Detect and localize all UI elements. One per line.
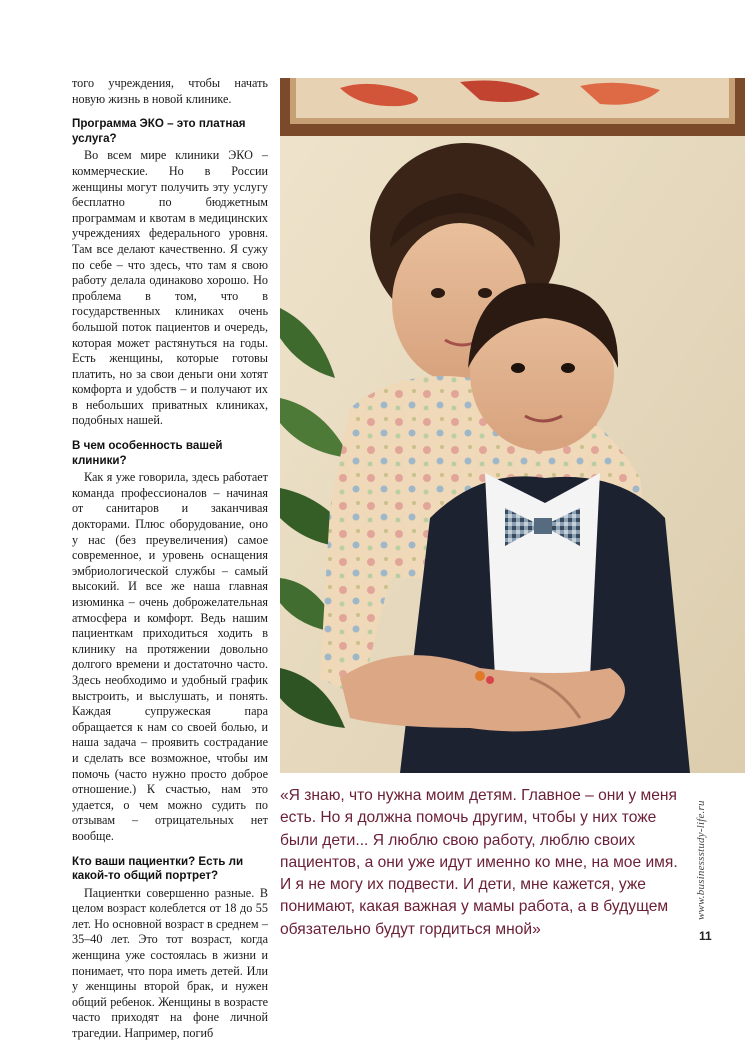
article-intro-text: того учреждения, чтобы начать новую жизнь в новой клинике. bbox=[72, 76, 268, 106]
website-url bbox=[695, 790, 719, 920]
section-heading-patients: Кто ваши пациентки? Есть ли какой-то общий портрет? bbox=[72, 854, 244, 883]
children-photo bbox=[280, 78, 745, 773]
section-heading-clinic-features: В чем особенность вашей клиники? bbox=[72, 439, 223, 467]
page-number: 11 bbox=[699, 929, 712, 943]
article-column bbox=[72, 76, 268, 1042]
section-text-patients: Пациентки совершенно разные. В целом возраст колеблется от 18 до 55 лет. Но основной возраст в среднем – 35–40 лет. Это тот возраст, когда женщина уже состоялась в жизни и понимает, что пора иметь детей. Или у женщины второй брак, и нужен общий ребенок. Женщины в возрасте часто приходят на фоне личной трагедии. Например, погиб bbox=[72, 885, 268, 1041]
section-text-clinic-features: Как я уже говорила, здесь работает команда профессионалов – начиная от санитаров и заканчивая докторами. Плюс оборудование, оно у нас (без преувеличения) самое современное, и уровень оснащения эмбриологической службы – самый высокий. И все же наша главная изюминка – очень доброжелательная атмосфера и комфорт. Ведь нашим пациенткам приходиться ходить в клинику на протяжении довольно долгого времени и достаточно часто. Здесь необходимо и удобный график выстроить, и выслушать, и понять. Каждая супружеская пара обращается к нам со своей болью, и наша задача – проявить сострадание и сделать все возможное, чтобы им помочь (часто нужно просто доброе отношение.) К счастью, нам это удается, о чем можно судить по отзывам – отрицательных нет вообще. bbox=[72, 470, 268, 843]
section-text-paid-service: Во всем мире клиники ЭКО – коммерческие. Но в России женщины могут получить эту услугу бесплатно по бюджетным программам и квотам в медицинских учреждениях федерального уровня. Там все делают качественно. Я сужу по себе – что здесь, что там я свою работу делала одинаково хорошо. Но проблема в том, что в государственных клиниках очень большой поток пациентов и очередь, которая может растянуться на годы. Есть женщины, которые готовы платить, но за свои деньги они хотят комфорта и удобств – и получают их в небольших приватных клиниках, подобных нашей. bbox=[72, 148, 268, 428]
pull-quote: «Я знаю, что нужна моим детям. Главное – они у меня есть. Но я должна помочь другим, чтобы у них тоже были дети... Я люблю свою работу, люблю своих пациентов, а они уже идут именно ко мне, на мое имя. И я не могу их подвести. И дети, мне кажется, уже понимают, какая важная у мамы работа, а в будущем обязательно будут гордиться мной» bbox=[280, 787, 678, 938]
section-heading-paid-service: Программа ЭКО – это платная услуга? bbox=[72, 117, 246, 145]
painting-frame bbox=[280, 78, 745, 136]
website-url-text: www.businessstudy-life.ru bbox=[695, 800, 707, 920]
